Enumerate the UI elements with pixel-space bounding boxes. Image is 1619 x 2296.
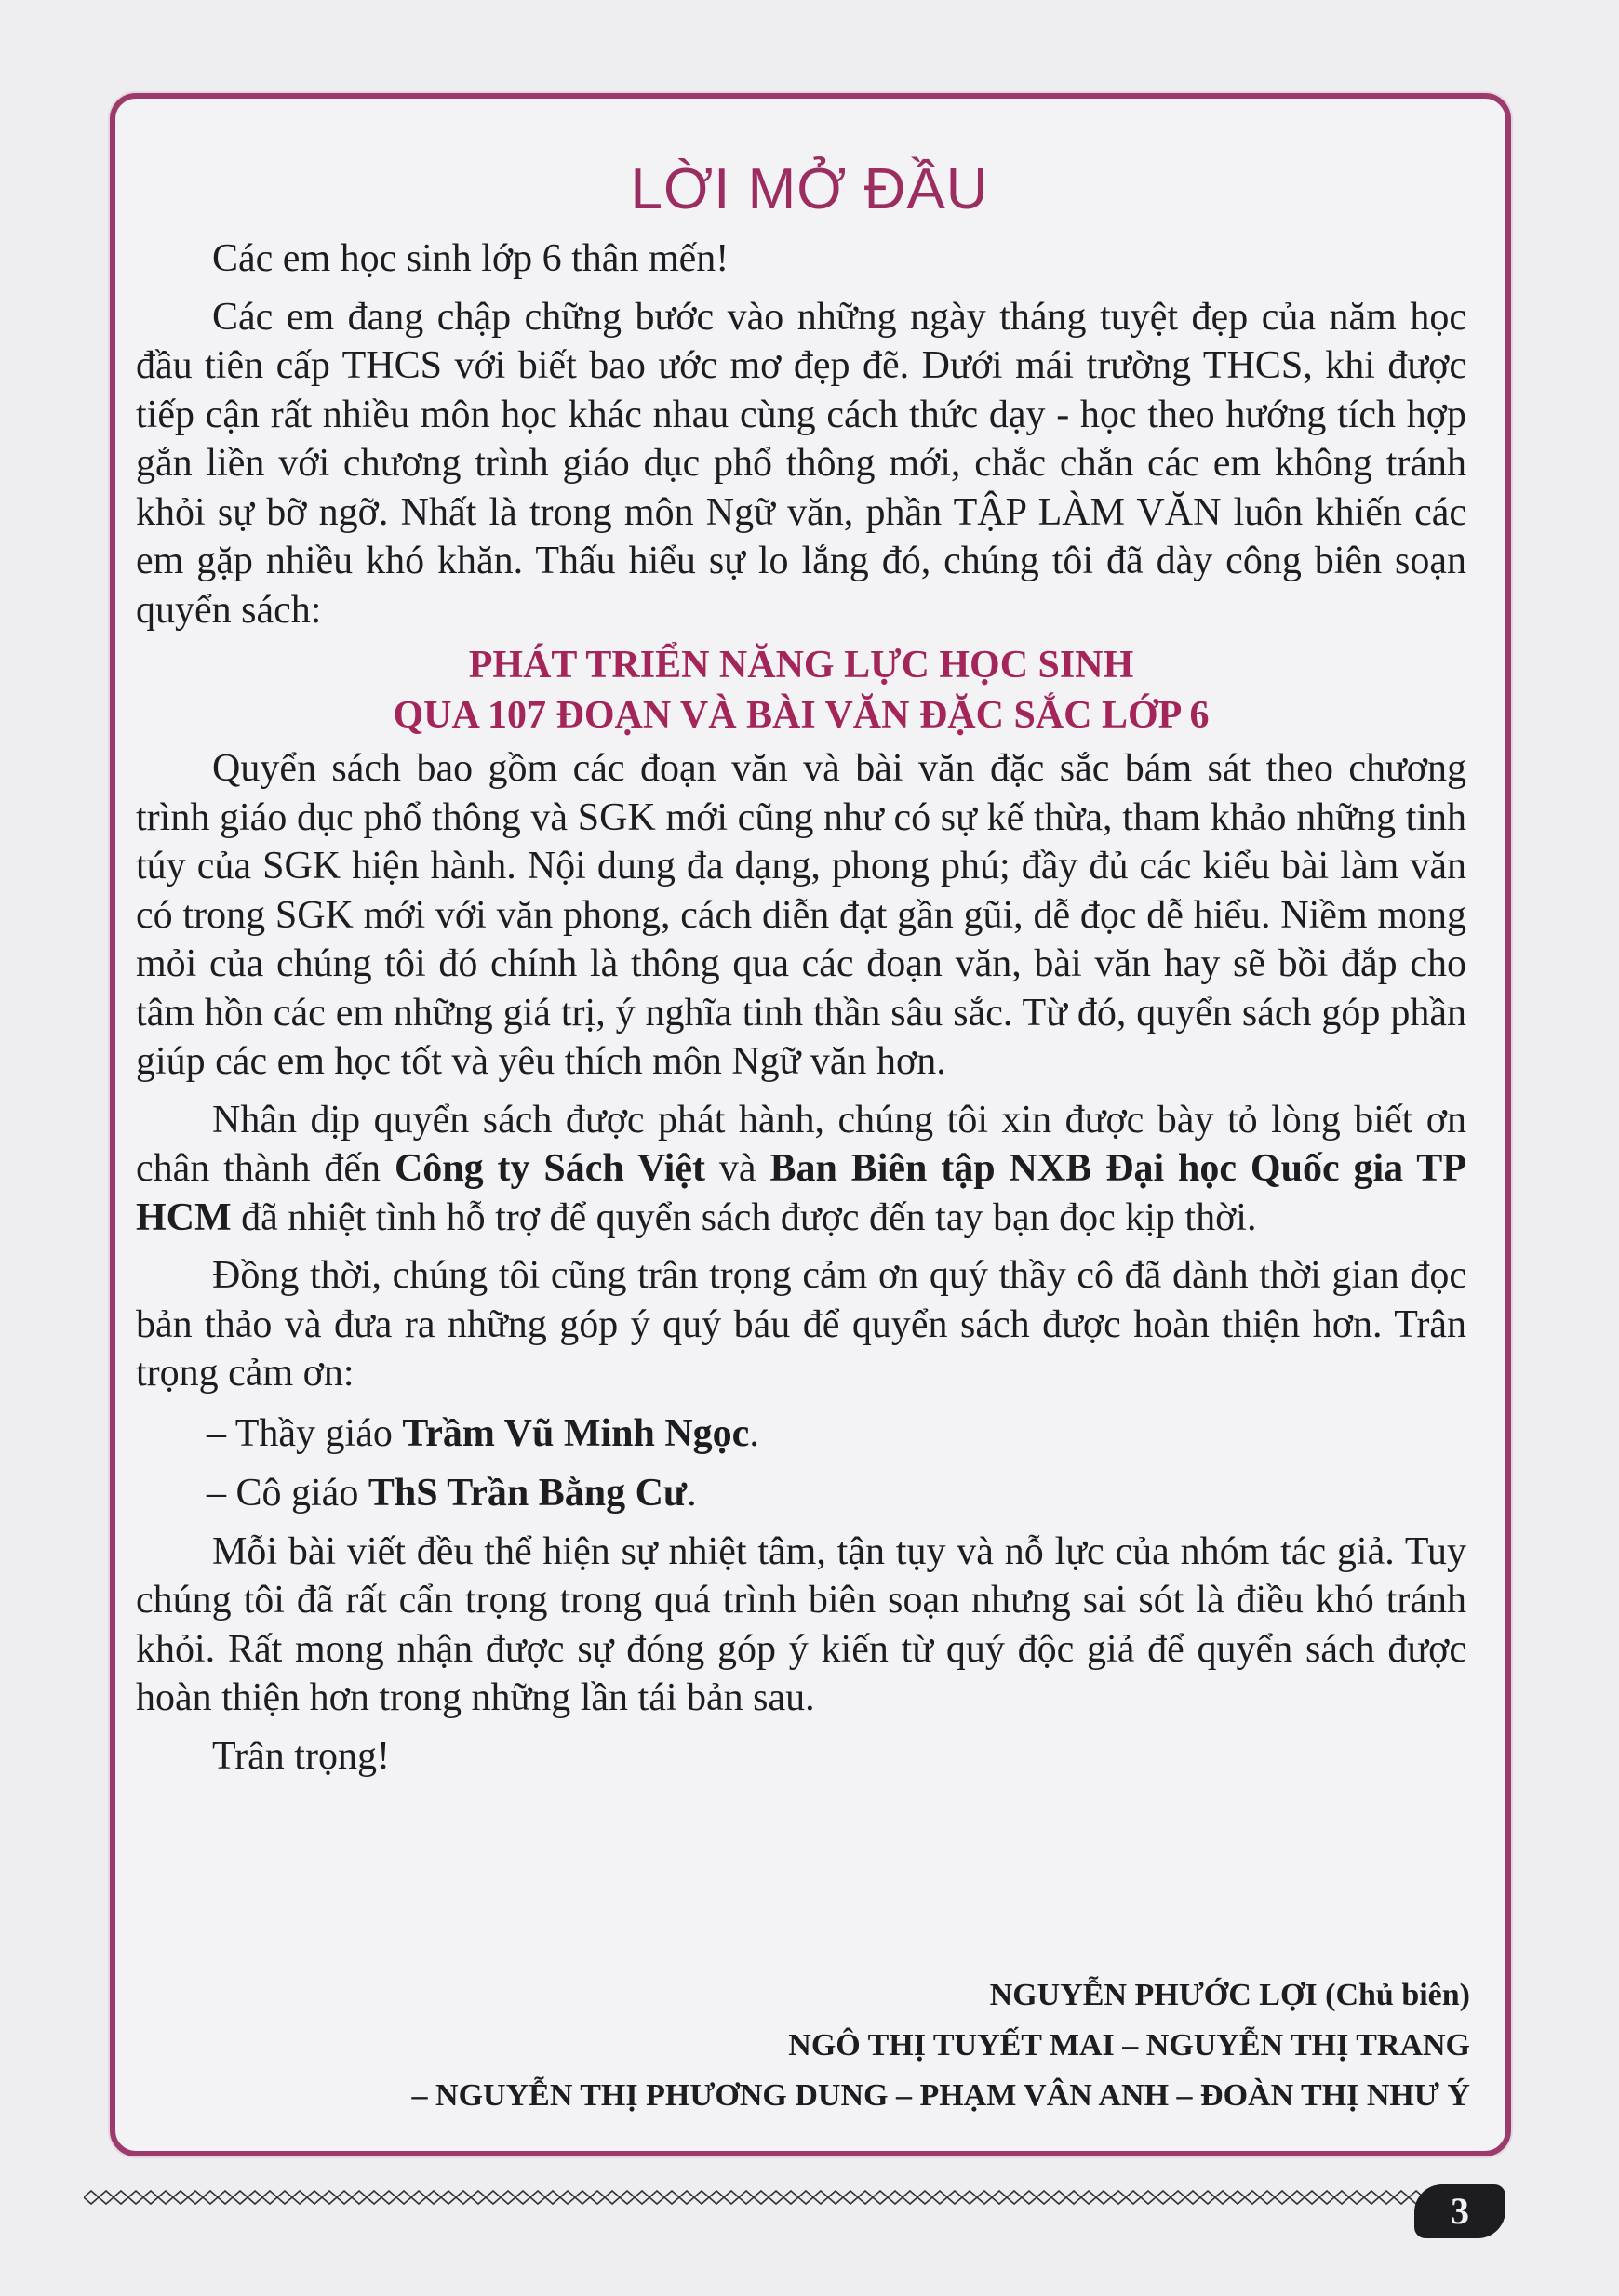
- author-line: NGÔ THỊ TUYẾT MAI – NGUYỄN THỊ TRANG: [788, 2028, 1470, 2062]
- paragraph-intro: Các em đang chập chững bước vào những ngày tháng tuyệt đẹp của năm học đầu tiên cấp THCS với biết bao ước mơ đẹp đẽ. Dưới mái trường THCS, khi được tiếp cận rất nhiều môn học khác nhau cùng cách thức dạy - học theo hướng tích hợp gắn liền với chương trình giáo dục phổ thông mới, chắc chắn các em không tránh khỏi sự bỡ ngỡ. Nhất là trong môn Ngữ văn, phần TẬP LÀM VĂN luôn khiến các em gặp nhiều khó khăn. Thấu hiểu sự lo lắng đó, chúng tôi đã dày công biên soạn quyển sách:: [136, 295, 1466, 632]
- gratitude-company: Công ty Sách Việt: [394, 1147, 705, 1190]
- book-title-line-2: QUA 107 ĐOẠN VÀ BÀI VĂN ĐẶC SẮC LỚP 6: [393, 694, 1210, 737]
- thanks-name: ThS Trần Bằng Cư: [368, 1472, 688, 1515]
- greeting: Các em học sinh lớp 6 thân mến!: [212, 237, 729, 280]
- paragraph-thanks: Đồng thời, chúng tôi cũng trân trọng cảm ơn quý thầy cô đã dành thời gian đọc bản thảo và đưa ra những góp ý quý báu để quyển sách được hoàn thiện hơn. Trân trọng cảm ơn:: [136, 1254, 1466, 1395]
- thanks-item: [136, 1469, 1466, 1518]
- gratitude-text-2: và: [704, 1147, 770, 1190]
- book-title: [136, 640, 1466, 741]
- closing: Trân trọng!: [212, 1734, 390, 1778]
- thanks-suffix: .: [749, 1411, 759, 1455]
- authors-block: [412, 1970, 1470, 2121]
- page-number: 3: [1414, 2184, 1505, 2238]
- gratitude-text-3: đã nhiệt tình hỗ trợ để quyển sách được đến tay bạn đọc kịp thời.: [231, 1195, 1257, 1239]
- paragraph-description: Quyển sách bao gồm các đoạn văn và bài văn đặc sắc bám sát theo chương trình giáo dục phổ thông và SGK mới cũng như có sự kế thừa, tham khảo những tinh túy của SGK hiện hành. Nội dung đa dạng, phong phú; đầy đủ các kiểu bài làm văn có trong SGK mới với văn phong, cách diễn đạt gần gũi, dễ đọc dễ hiểu. Niềm mong mỏi của chúng tôi đó chính là thông qua các đoạn văn, bài văn hay sẽ bồi đắp cho tâm hồn các em những giá trị, ý nghĩa tinh thần sâu sắc. Từ đó, quyển sách góp phần giúp các em học tốt và yêu thích môn Ngữ văn hơn.: [136, 747, 1466, 1083]
- author-line: NGUYỄN PHƯỚC LỢI (Chủ biên): [989, 1978, 1470, 2012]
- thanks-suffix: .: [687, 1472, 697, 1515]
- body-text: [136, 234, 1466, 1781]
- gratitude-text-1: Nhân dịp quyển sách được phát hành, chúng tôi xin được bày tỏ lòng biết ơn chân thành đến: [136, 1098, 1466, 1190]
- thanks-prefix: – Cô giáo: [207, 1472, 368, 1515]
- paragraph-closing-note: Mỗi bài viết đều thể hiện sự nhiệt tâm, tận tụy và nỗ lực của nhóm tác giả. Tuy chúng tôi đã rất cẩn trọng trong quá trình biên soạn nhưng sai sót là điều khó tránh khỏi. Rất mong nhận được sự đóng góp ý kiến từ quý độc giả để quyển sách được hoàn thiện hơn trong những lần tái bản sau.: [136, 1529, 1466, 1719]
- thanks-name: Trầm Vũ Minh Ngọc: [402, 1411, 750, 1455]
- book-title-line-1: PHÁT TRIỂN NĂNG LỰC HỌC SINH: [468, 644, 1134, 687]
- gratitude-publisher: Ban Biên tập NXB Đại học Quốc gia TP HCM: [136, 1147, 1466, 1239]
- author-line: – NGUYỄN THỊ PHƯƠNG DUNG – PHẠM VÂN ANH – ĐOÀN THỊ NHƯ Ý: [411, 2078, 1470, 2113]
- thanks-item: [136, 1409, 1466, 1459]
- page-title: LỜI MỞ ĐẦU: [630, 157, 989, 221]
- thanks-prefix: – Thầy giáo: [207, 1411, 403, 1455]
- paragraph-gratitude: [136, 1096, 1466, 1243]
- decorative-border-ornament: [84, 2179, 1424, 2216]
